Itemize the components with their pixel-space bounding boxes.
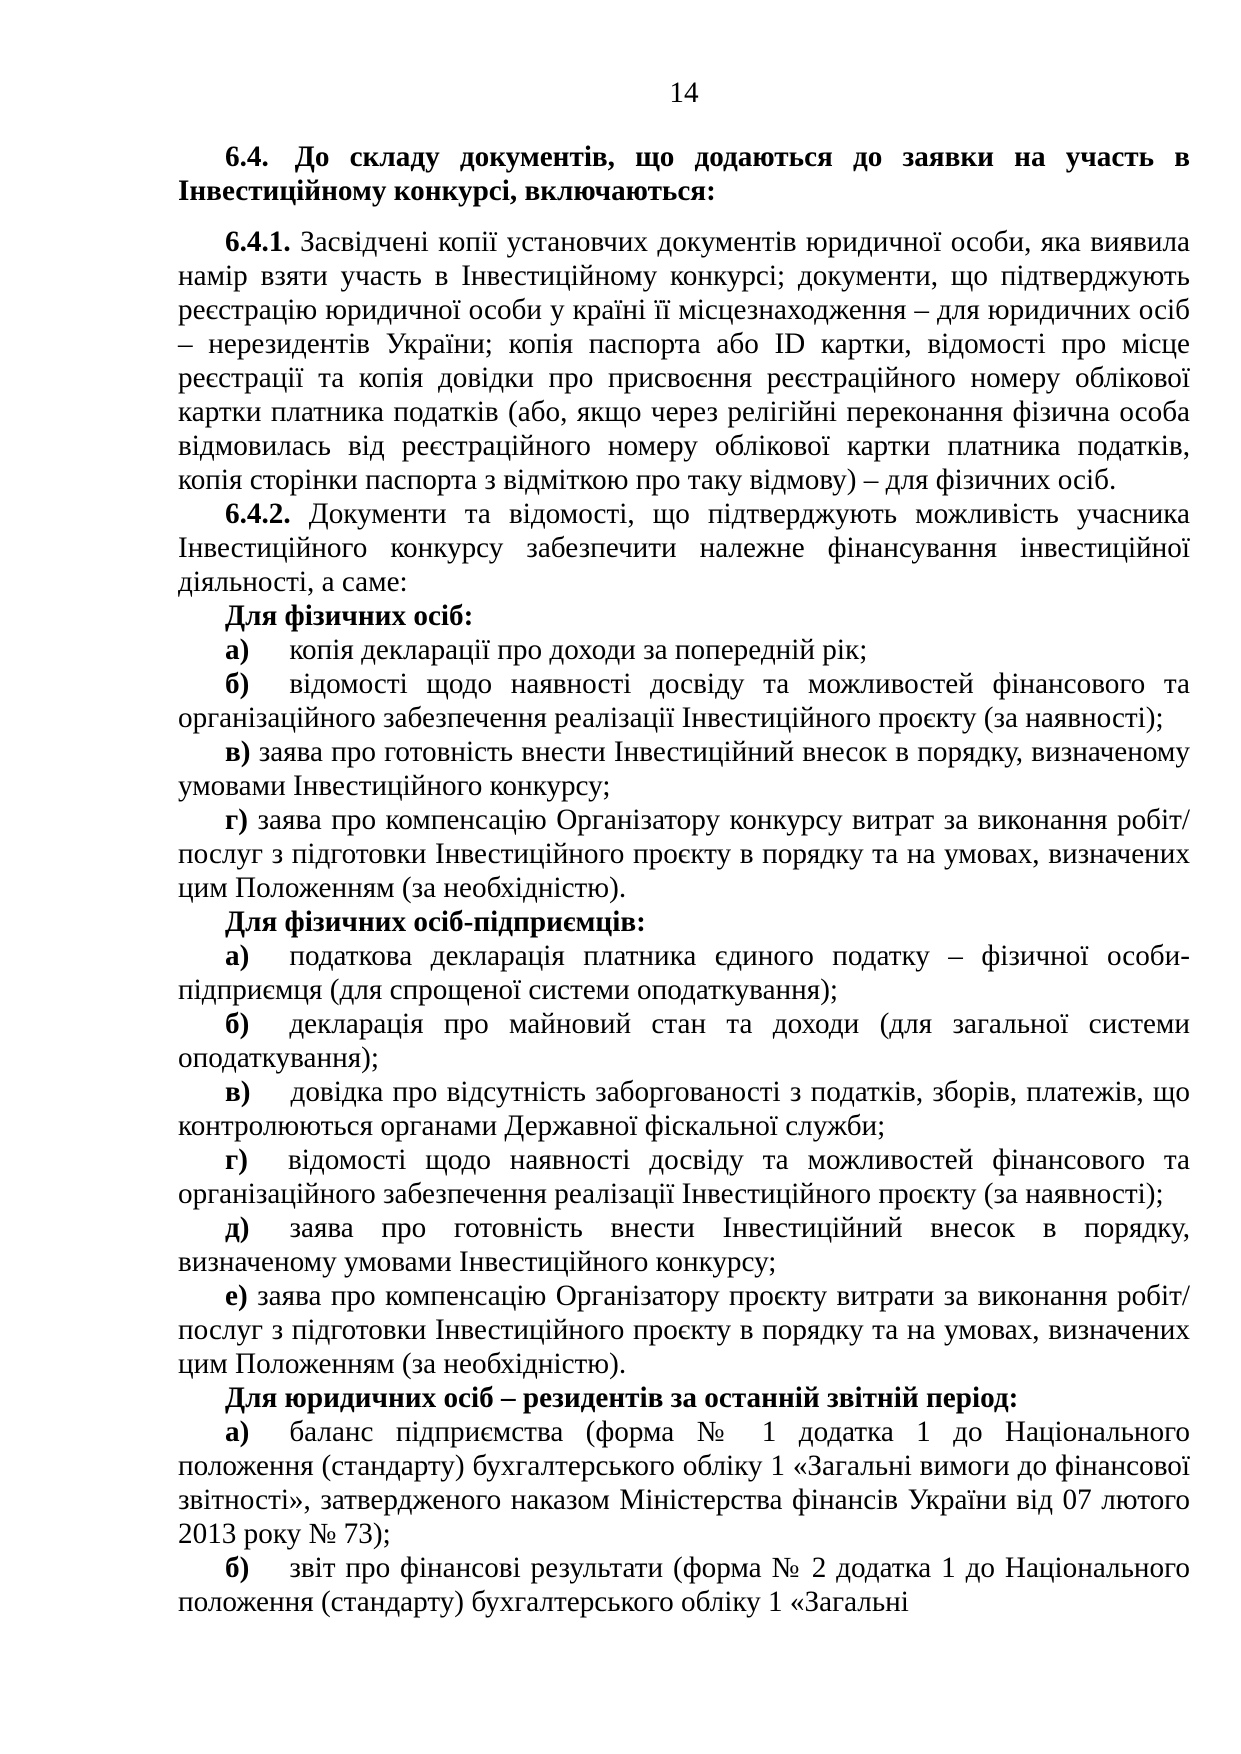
list-item-marker: г) [225, 804, 248, 836]
list-item [178, 1415, 1190, 1551]
list-item [178, 1007, 1190, 1075]
heading-6-4-text: До складу документів, що додаються до заявки на участь в Інвестиційному конкурсі, включаються: [178, 141, 1190, 207]
list-item-marker: е) [225, 1280, 248, 1312]
para-6-4-2 [178, 497, 1190, 599]
para-6-4-2-text: Документи та відомості, що підтверджують можливість учасника Інвестиційного конкурсу забезпечити належне фінансування інвестиційної діяльності, а саме: [178, 498, 1190, 598]
heading-6-4 [178, 140, 1190, 208]
list-item-marker: в) [225, 1076, 251, 1108]
list-item [178, 939, 1190, 1007]
subheading-entrepreneurs: Для фізичних осіб-підприємців: [225, 906, 646, 938]
subheading-legal-entities: Для юридичних осіб – резидентів за останній звітній період: [225, 1382, 1019, 1414]
list-item [178, 667, 1190, 735]
subheading-individuals: Для фізичних осіб: [225, 600, 474, 632]
list-item-marker: г) [225, 1144, 248, 1176]
list-item-text: заява про компенсацію Організатору конкурсу витрат за виконання робіт/послуг з підготовки Інвестиційного проєкту в порядку та на умовах, визначених цим Положенням (за необхідністю). [178, 804, 1190, 904]
para-6-4-2-number: 6.4.2. [225, 498, 291, 530]
list-item-marker: д) [225, 1212, 250, 1244]
list-item [178, 1211, 1190, 1279]
list-item-marker: б) [225, 668, 250, 700]
list-item-marker: а) [225, 634, 250, 666]
heading-6-4-number: 6.4. [225, 141, 269, 173]
list-item [178, 1279, 1190, 1381]
list-item-marker: б) [225, 1008, 250, 1040]
list-item-marker: в) [225, 736, 251, 768]
para-6-4-1 [178, 225, 1190, 497]
list-item-text: заява про компенсацію Організатору проєкту витрати за виконання робіт/послуг з підготовки Інвестиційного проєкту в порядку та на умовах, визначених цим Положенням (за необхідністю). [178, 1280, 1191, 1380]
list-item-text: довідка про відсутність заборгованості з податків, зборів, платежів, що контролюються органами Державної фіскальної служби; [178, 1076, 1190, 1142]
list-item [178, 803, 1190, 905]
list-item-marker: б) [225, 1552, 250, 1584]
list-item-text: податкова декларація платника єдиного податку – фізичної особи-підприємця (для спрощеної системи оподаткування); [178, 940, 1190, 1006]
page-number: 14 [669, 77, 699, 109]
list-item [178, 633, 1190, 667]
list-item-text: заява про готовність внести Інвестиційний внесок в порядку, визначеному умовами Інвестиційного конкурсу; [178, 1212, 1190, 1278]
list-item [178, 735, 1190, 803]
list-item [178, 1075, 1190, 1143]
list-item-text: копія декларації про доходи за попередній рік; [289, 634, 868, 666]
para-6-4-1-number: 6.4.1. [225, 226, 291, 258]
list-item-marker: а) [225, 1416, 250, 1448]
list-item-text: баланс підприємства (форма № 1 додатка 1 до Національного положення (стандарту) бухгалтерського обліку 1 «Загальні вимоги до фінансової звітності», затвердженого наказом Міністерства фінансів України від 07 лютого 2013 року № 73); [178, 1416, 1190, 1550]
list-item-text: заява про готовність внести Інвестиційний внесок в порядку, визначеному умовами Інвестиційного конкурсу; [178, 736, 1190, 802]
list-item-marker: а) [225, 940, 250, 972]
list-item [178, 1143, 1190, 1211]
list-item [178, 1551, 1190, 1619]
list-item-text: звіт про фінансові результати (форма № 2 додатка 1 до Національного положення (стандарту) бухгалтерського обліку 1 «Загальні [178, 1552, 1190, 1618]
list-item-text: відомості щодо наявності досвіду та можливостей фінансового та організаційного забезпечення реалізації Інвестиційного проєкту (за наявності); [178, 1144, 1190, 1210]
list-item-text: декларація про майновий стан та доходи (для загальної системи оподаткування); [178, 1008, 1190, 1074]
para-6-4-1-text: Засвідчені копії установчих документів юридичної особи, яка виявила намір взяти участь в Інвестиційному конкурсі; документи, що підтверджують реєстрацію юридичної особи у країні її місцезнаходження – для юридичних осіб – нерезидентів України; копія паспорта або ID картки, відомості про місце реєстрації та копія довідки про присвоєння реєстраційного номеру облікової картки платника податків (або, якщо через релігійні переконання фізична особа відмовилась від реєстраційного номеру облікової картки платника податків, копія сторінки паспорта з відміткою про таку відмову) – для фізичних осіб. [178, 226, 1191, 496]
list-item-text: відомості щодо наявності досвіду та можливостей фінансового та організаційного забезпечення реалізації Інвестиційного проєкту (за наявності); [178, 668, 1190, 734]
